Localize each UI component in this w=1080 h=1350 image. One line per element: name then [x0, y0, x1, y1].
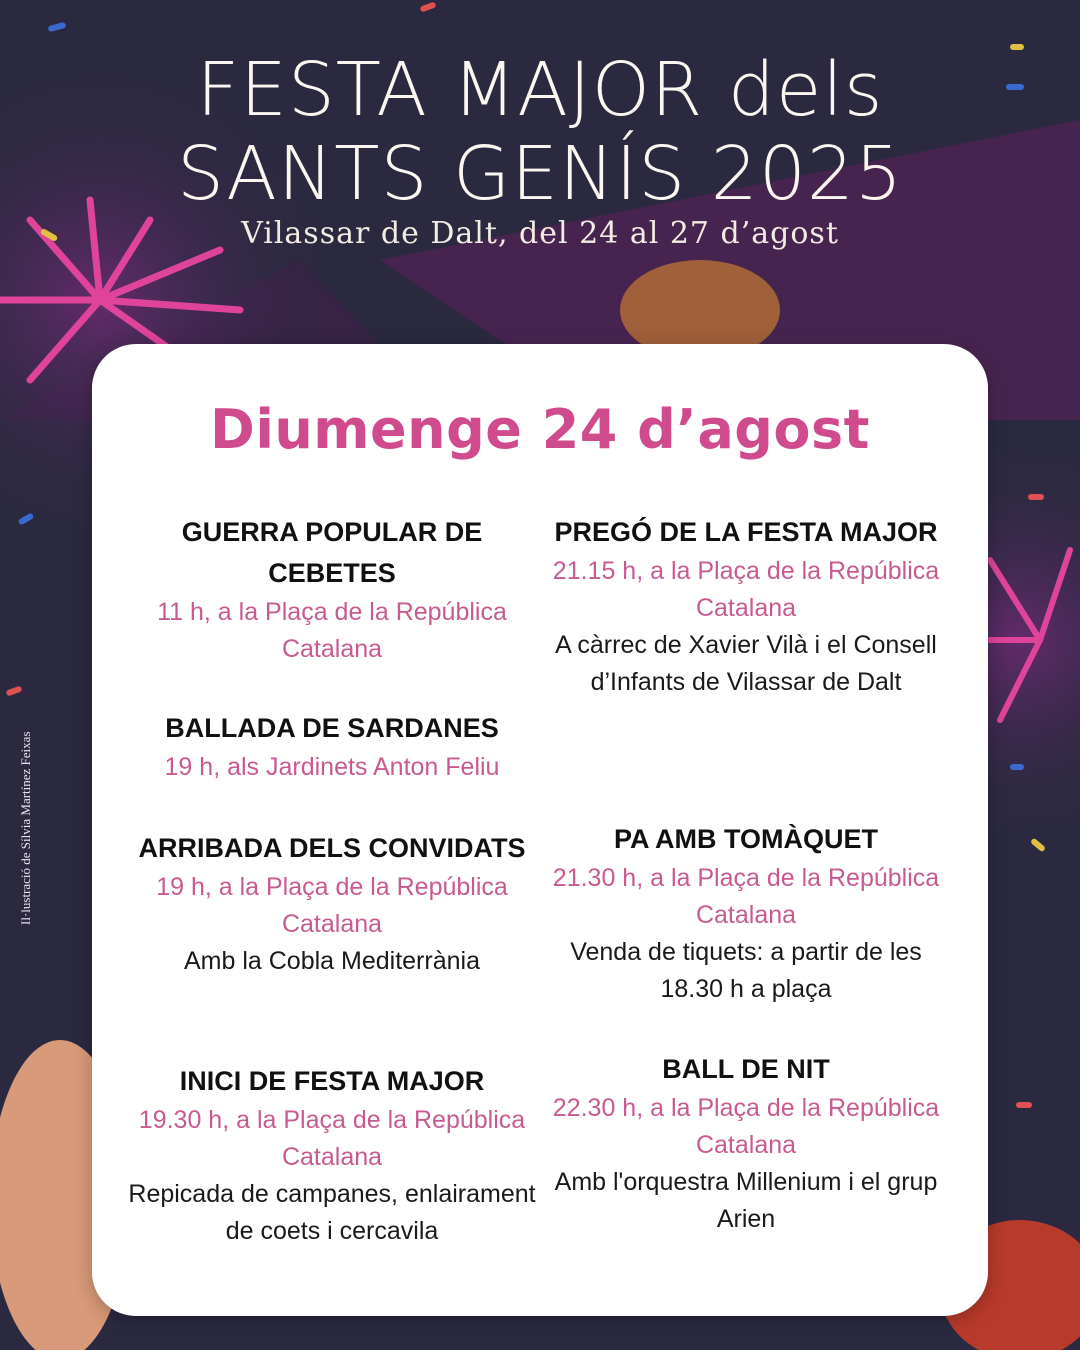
event-item	[536, 1049, 956, 1238]
event-time: 19 h, a la Plaça de la República Catalana	[156, 873, 508, 938]
event-item	[122, 708, 542, 786]
event-item	[122, 828, 542, 980]
event-time: 19 h, als Jardinets Anton Feliu	[164, 753, 500, 781]
event-time: 11 h, a la Plaça de la República Catalana	[157, 598, 507, 663]
event-title: BALL DE NIT	[662, 1054, 830, 1084]
event-time: 19.30 h, a la Plaça de la República Catalana	[138, 1106, 526, 1171]
illustration-credit: Il·lustració de Sílvia Martínez Feixas	[18, 731, 33, 925]
event-description: Amb la Cobla Mediterrània	[184, 947, 480, 975]
event-title: INICI DE FESTA MAJOR	[179, 1066, 485, 1096]
event-title: ARRIBADA DELS CONVIDATS	[138, 833, 526, 863]
festival-subtitle: Vilassar de Dalt, del 24 al 27 d’agost	[241, 216, 839, 251]
festival-title-line1: FESTA MAJOR dels	[196, 47, 884, 133]
event-title: PREGÓ DE LA FESTA MAJOR	[554, 517, 938, 547]
event-title: PA AMB TOMÀQUET	[614, 824, 878, 854]
event-title: BALLADA DE SARDANES	[165, 713, 499, 743]
event-item	[536, 819, 956, 1008]
event-time: 21.30 h, a la Plaça de la República Catalana	[552, 864, 940, 929]
festival-title-line2: SANTS GENÍS 2025	[176, 131, 904, 217]
schedule-card	[92, 344, 988, 1316]
event-description: Amb l'orquestra Millenium i el grup Arien	[554, 1168, 938, 1233]
day-title: Diumenge 24 d’agost	[210, 398, 870, 461]
event-title: GUERRA POPULAR DE CEBETES	[181, 517, 483, 588]
event-item	[122, 512, 542, 668]
event-description: Venda de tiquets: a partir de les 18.30 h a plaça	[570, 938, 922, 1003]
event-time: 21.15 h, a la Plaça de la República Catalana	[552, 557, 940, 622]
event-item	[536, 512, 956, 701]
event-description: Repicada de campanes, enlairament de coets i cercavila	[128, 1180, 536, 1245]
event-time: 22.30 h, a la Plaça de la República Catalana	[552, 1094, 940, 1159]
event-item	[122, 1061, 542, 1250]
event-description: A càrrec de Xavier Vilà i el Consell d’Infants de Vilassar de Dalt	[555, 631, 937, 696]
